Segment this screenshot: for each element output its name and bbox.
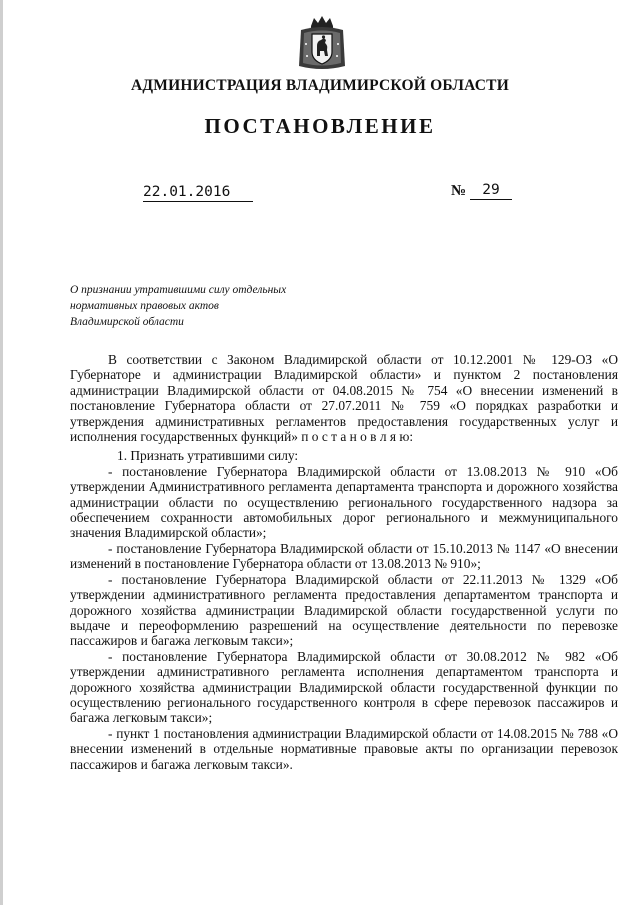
preamble-paragraph: В соответствии с Законом Владимирской области от 10.12.2001 № 129-ОЗ «О Губернаторе и администрации Владимирской области» и пунктом 2 постановления администрации Владимирской области от 04.08.2015 № 754 «О внесении изменений в постановление Губернатора области от 27.07.2011 № 759 «О порядках разработки и утверждения административных регламентов предоставления государственных услуг и исполнения государственных функций» п о с т а н о в л я ю: — [70, 352, 618, 445]
coat-of-arms-icon — [297, 14, 347, 72]
item-1-heading: 1. Признать утратившими силу: — [117, 448, 299, 464]
document-body — [70, 352, 618, 772]
list-item: - пункт 1 постановления администрации Владимирской области от 14.08.2015 № 788 «О внесении изменений в отдельные нормативные правовые акты по организации перевозок пассажиров и багажа легковым такси». — [70, 725, 618, 772]
subject-line: нормативных правовых актов — [70, 300, 219, 312]
document-type: ПОСТАНОВЛЕНИЕ — [204, 114, 436, 138]
number-label: № — [451, 183, 467, 199]
subject-line: Владимирской области — [70, 316, 184, 328]
document-number: 29 — [470, 182, 512, 200]
subject-line: О признании утратившими силу отдельных — [70, 284, 287, 296]
list-item: - постановление Губернатора Владимирской области от 22.11.2013 № 1329 «Об утверждении административного регламента предоставления департаментом транспорта и дорожного хозяйства администрации Владимирской области государственной услуги по выдаче и переоформлению разрешений на осуществление деятельности по перевозке пассажиров и багажа легковым такси»; — [70, 571, 618, 649]
document-subject — [70, 282, 330, 330]
list-item: - постановление Губернатора Владимирской области от 30.08.2012 № 982 «Об утверждении административного регламента исполнения департаментом транспорта и дорожного хозяйства администрации Владимирской области государственной функции по осуществлению регионального государственного контроля в сфере перевозок пассажиров и багажа легковым такси»; — [70, 648, 618, 726]
organization-name: АДМИНИСТРАЦИЯ ВЛАДИМИРСКОЙ ОБЛАСТИ — [131, 77, 509, 94]
list-item: - постановление Губернатора Владимирской области от 13.08.2013 № 910 «Об утверждении Административного регламента департамента транспорта и дорожного хозяйства администрации области по осуществлению регионального государственного надзора за обеспечением сохранности автомобильных дорог регионального и межмуниципального значения Владимирской области»; — [70, 463, 618, 541]
document-date: 22.01.2016 — [143, 184, 253, 202]
list-item: - постановление Губернатора Владимирской области от 15.10.2013 № 1147 «О внесении изменений в постановление Губернатора области от 13.08.2013 № 910»; — [70, 540, 618, 572]
